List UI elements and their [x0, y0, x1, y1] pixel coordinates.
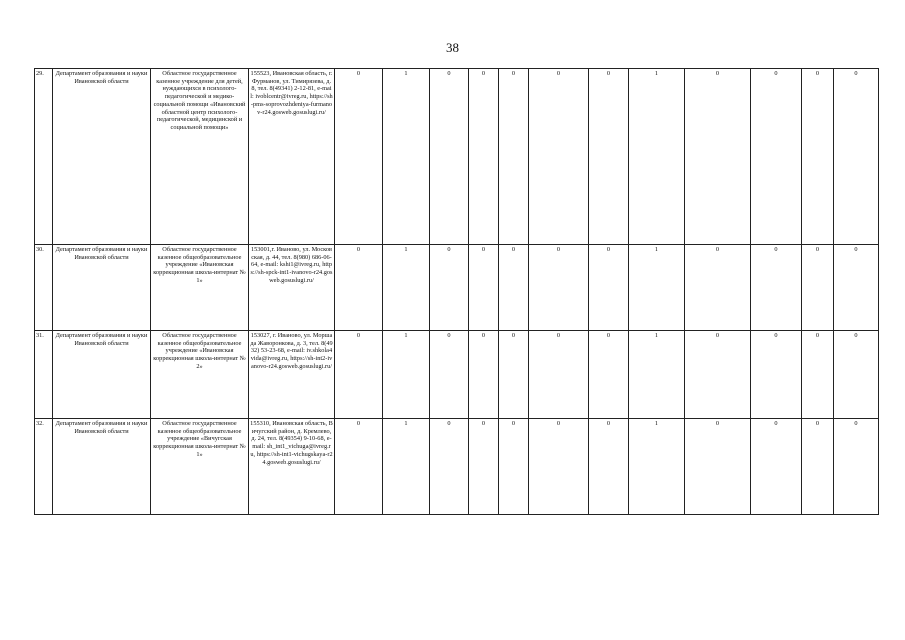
row-number: 32. [35, 419, 53, 515]
value-cell: 0 [802, 419, 834, 515]
value-cell: 0 [529, 69, 589, 245]
address-cell: 153001,г. Иваново, ул. Московская, д. 44, тел. 8(980) 686-06-64, e-mail: kshi1@ivreg.ru, https://sh-spck-int1-ivanovo-r24.gosweb.gosuslugi.ru/ [249, 245, 335, 331]
row-number: 30. [35, 245, 53, 331]
value-cell: 1 [383, 419, 430, 515]
value-cell: 1 [629, 245, 685, 331]
value-cell: 0 [335, 419, 383, 515]
value-cell: 0 [834, 419, 879, 515]
value-cell: 1 [383, 245, 430, 331]
organization-cell: Областное государственное казенное общеобразовательное учреждение «Ивановская коррекционная школа-интернат № 2» [151, 331, 249, 419]
value-cell: 0 [430, 69, 469, 245]
table-row [35, 69, 879, 245]
value-cell: 0 [589, 245, 629, 331]
address-cell: 155310, Ивановская область, Вичугский район, д. Кремлево, д. 24, тел. 8(49354) 9-10-68, e-mail: sh_int1_vichuga@ivreg.ru, https://sh-int1-vichugskaya-r24.gosweb.gosuslugi.ru/ [249, 419, 335, 515]
value-cell: 0 [335, 245, 383, 331]
value-cell: 0 [529, 419, 589, 515]
value-cell: 0 [430, 331, 469, 419]
value-cell: 0 [469, 245, 499, 331]
value-cell: 0 [430, 419, 469, 515]
value-cell: 0 [751, 419, 802, 515]
value-cell: 0 [751, 331, 802, 419]
value-cell: 0 [685, 419, 751, 515]
value-cell: 0 [469, 331, 499, 419]
value-cell: 0 [335, 331, 383, 419]
organization-cell: Областное государственное казенное общеобразовательное учреждение «Ивановская коррекционная школа-интернат № 1» [151, 245, 249, 331]
table-row [35, 245, 879, 331]
department-cell: Департамент образования и науки Ивановской области [53, 245, 151, 331]
department-cell: Департамент образования и науки Ивановской области [53, 331, 151, 419]
value-cell: 0 [802, 245, 834, 331]
value-cell: 0 [589, 331, 629, 419]
organization-cell: Областное государственное казенное общеобразовательное учреждение «Вичугская коррекционная школа-интернат № 1» [151, 419, 249, 515]
value-cell: 0 [685, 331, 751, 419]
value-cell: 1 [629, 419, 685, 515]
table-row [35, 419, 879, 515]
table-row [35, 331, 879, 419]
value-cell: 0 [834, 331, 879, 419]
value-cell: 0 [834, 69, 879, 245]
department-cell: Департамент образования и науки Ивановской области [53, 69, 151, 245]
value-cell: 1 [629, 331, 685, 419]
organization-cell: Областное государственное казенное учреждение для детей, нуждающихся в психолого-педагогической и медико-социальной помощи «Ивановский областной центр психолого-педагогической, медицинской и социальной помощи» [151, 69, 249, 245]
row-number: 29. [35, 69, 53, 245]
department-cell: Департамент образования и науки Ивановской области [53, 419, 151, 515]
value-cell: 1 [629, 69, 685, 245]
page-number: 38 [446, 40, 459, 55]
address-cell: 153027, г. Иваново, ул. Моршада Жаворонкова, д. 3, тел. 8(4932) 53-23-68, e-mail: iv.shkola4vida@ivreg.ru, https://sh-int2-ivanovo-r24.gosweb.gosuslugi.ru/ [249, 331, 335, 419]
value-cell: 0 [430, 245, 469, 331]
value-cell: 0 [589, 69, 629, 245]
value-cell: 0 [685, 245, 751, 331]
value-cell: 0 [499, 419, 529, 515]
value-cell: 0 [751, 69, 802, 245]
value-cell: 0 [335, 69, 383, 245]
value-cell: 0 [499, 69, 529, 245]
value-cell: 0 [499, 331, 529, 419]
value-cell: 0 [685, 69, 751, 245]
value-cell: 0 [802, 331, 834, 419]
value-cell: 1 [383, 331, 430, 419]
value-cell: 0 [751, 245, 802, 331]
value-cell: 1 [383, 69, 430, 245]
address-cell: 155523, Ивановская область, г. Фурманов, ул. Тимирязева, д. 8, тел. 8(49341) 2-12-81, e-mail: ivoblcentr@ivreg.ru, https://sh-pms-soprovozhdeniya-furmanov-r24.gosweb.gosuslugi.ru/ [249, 69, 335, 245]
row-number: 31. [35, 331, 53, 419]
value-cell: 0 [834, 245, 879, 331]
value-cell: 0 [802, 69, 834, 245]
value-cell: 0 [529, 245, 589, 331]
value-cell: 0 [529, 331, 589, 419]
value-cell: 0 [469, 419, 499, 515]
value-cell: 0 [469, 69, 499, 245]
value-cell: 0 [499, 245, 529, 331]
value-cell: 0 [589, 419, 629, 515]
institutions-table [34, 68, 879, 515]
